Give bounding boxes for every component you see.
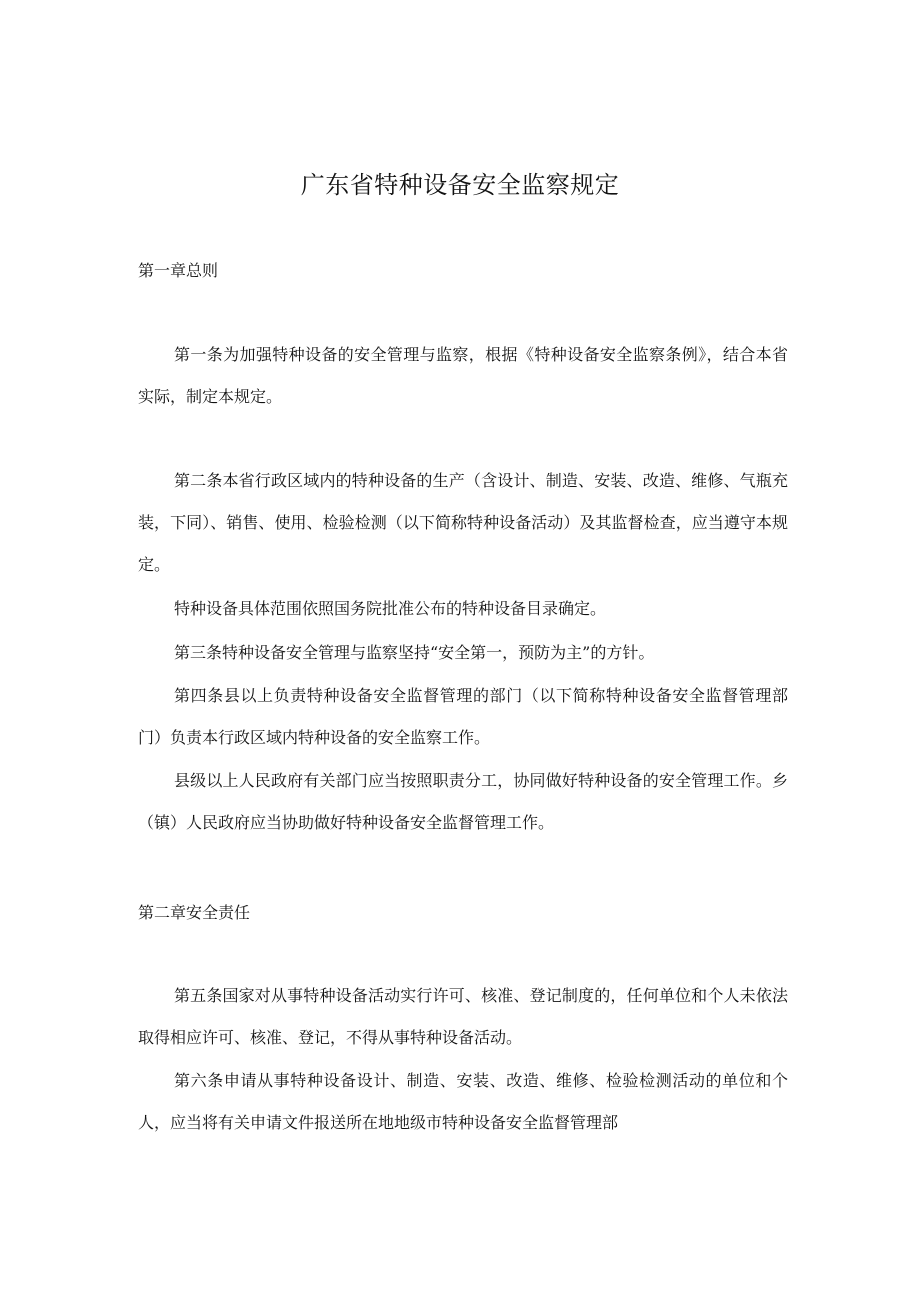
article-4-paragraph: 第四条县以上负责特种设备安全监督管理的部门（以下简称特种设备安全监督管理部门）负责本行政区域内特种设备的安全监察工作。: [138, 686, 788, 747]
chapter-1-heading: 第一章总则: [138, 261, 219, 280]
article-1-paragraph: 第一条为加强特种设备的安全管理与监察，根据《特种设备安全监察条例》，结合本省实际，制定本规定。: [138, 345, 788, 406]
chapter-2-heading: 第二章安全责任: [138, 903, 251, 922]
article-2-paragraph: 第二条本省行政区域内的特种设备的生产（含设计、制造、安装、改造、维修、气瓶充装，下同）、销售、使用、检验检测（以下简称特种设备活动）及其监督检查，应当遵守本规定。: [138, 471, 788, 574]
article-5-paragraph: 第五条国家对从事特种设备活动实行许可、核准、登记制度的，任何单位和个人未依法取得相应许可、核准、登记，不得从事特种设备活动。: [138, 986, 788, 1047]
document-title: 广东省特种设备安全监察规定: [300, 171, 620, 199]
equipment-scope-paragraph: 特种设备具体范围依照国务院批准公布的特种设备目录确定。: [174, 599, 607, 618]
article-3-paragraph: 第三条特种设备安全管理与监察坚持“安全第一，预防为主”的方针。: [174, 643, 655, 662]
departments-duty-paragraph: 县级以上人民政府有关部门应当按照职责分工，协同做好特种设备的安全管理工作。乡（镇）人民政府应当协助做好特种设备安全监督管理工作。: [138, 771, 788, 832]
article-6-paragraph: 第六条申请从事特种设备设计、制造、安装、改造、维修、检验检测活动的单位和个人，应当将有关申请文件报送所在地地级市特种设备安全监督管理部: [138, 1071, 788, 1132]
